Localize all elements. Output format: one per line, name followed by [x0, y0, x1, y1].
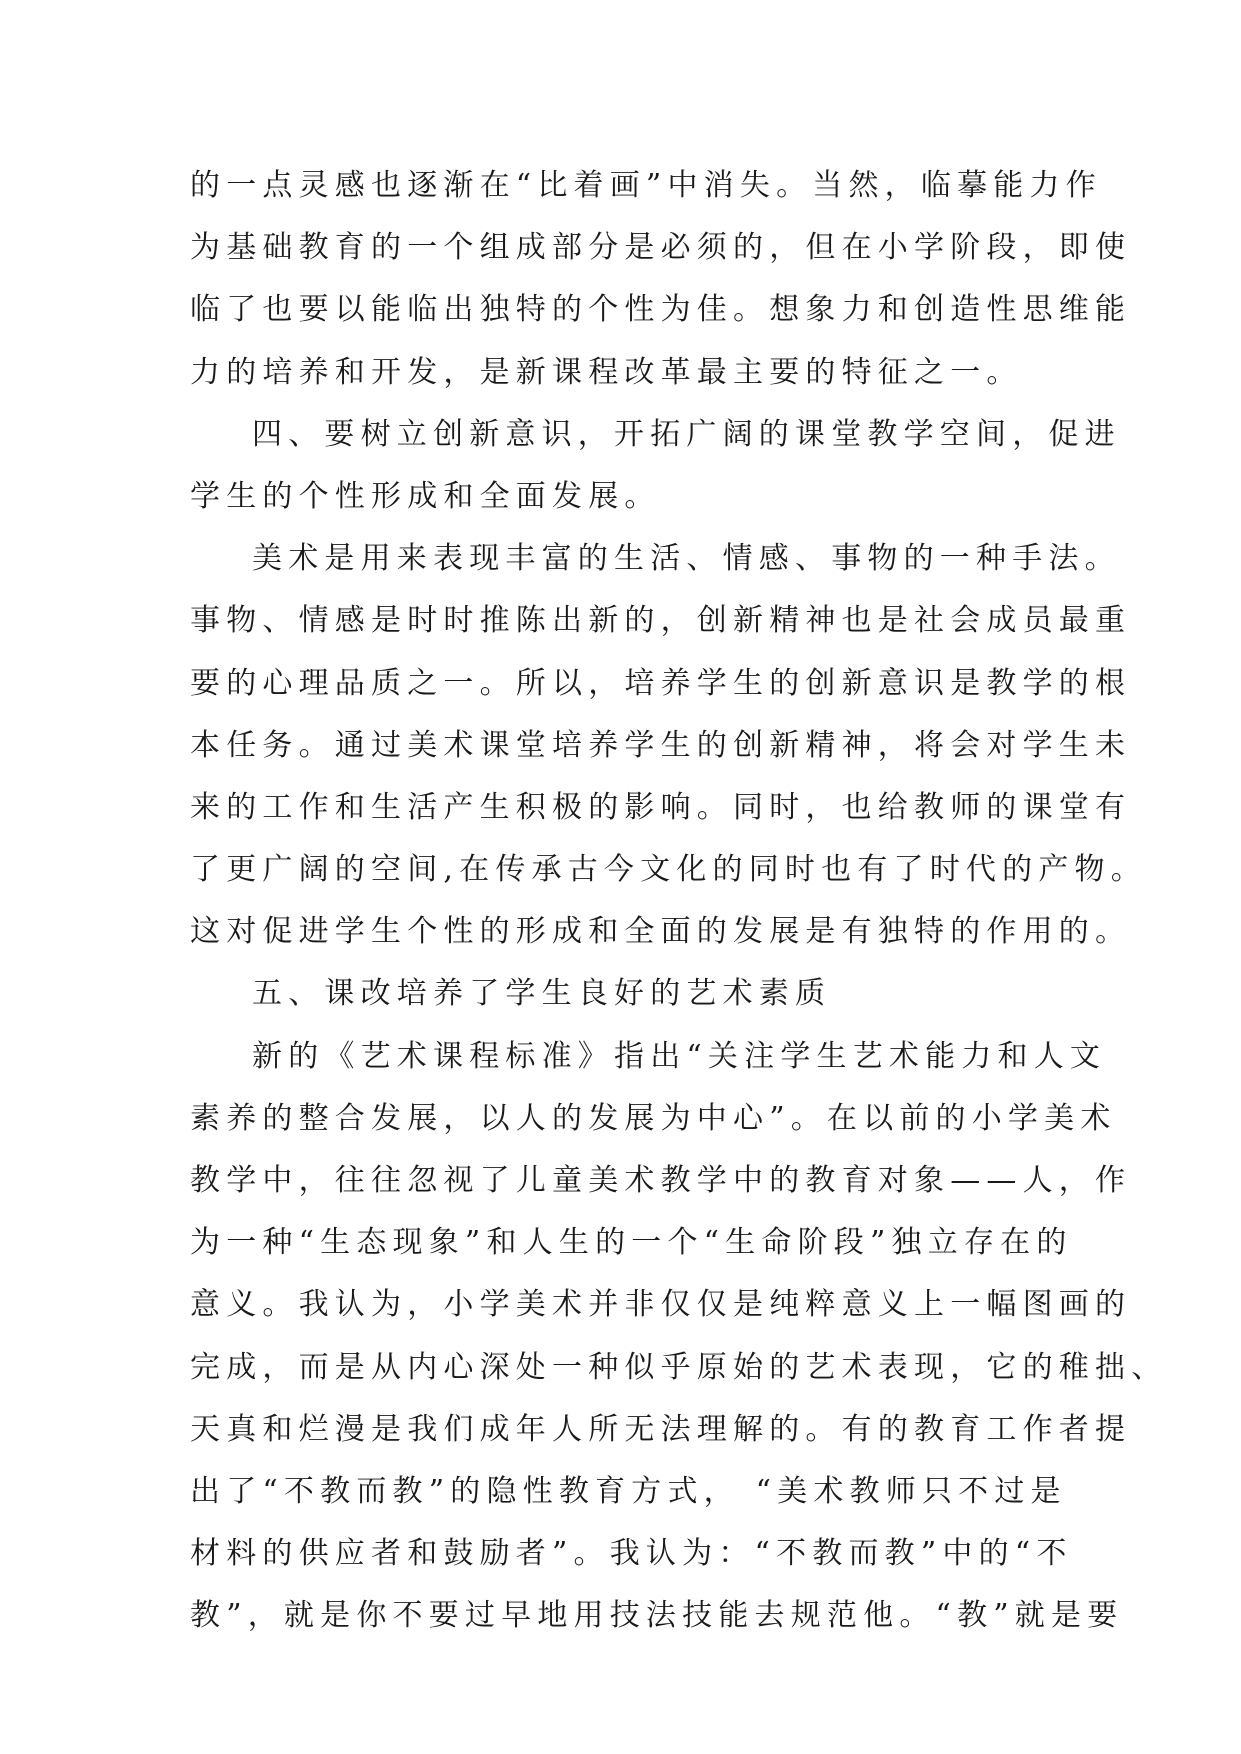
text-line: 四、要树立创新意识，开拓广阔的课堂教学空间，促进 [252, 416, 1121, 452]
text-line: 五、课改培养了学生良好的艺术素质 [252, 976, 832, 1012]
text-line: 素养的整合发展，以人的发展为中心”。在以前的小学美术 [190, 1100, 1117, 1136]
text-line: 美术是用来表现丰富的生活、情感、事物的一种手法。 [252, 541, 1121, 577]
text-line: 材料的供应者和鼓励者”。我认为：“不教而教”中的“不 [190, 1536, 1073, 1572]
text-line: 这对促进学生个性的形成和全面的发展是有独特的作用的。 [190, 914, 1132, 950]
text-line: 为基础教育的一个组成部分是必须的，但在小学阶段，即使 [190, 230, 1132, 266]
text-line: 学生的个性形成和全面发展。 [190, 478, 661, 514]
text-line: 意义。我认为，小学美术并非仅仅是纯粹意义上一幅图画的 [190, 1287, 1132, 1323]
text-line: 为一种“生态现象”和人生的一个“生命阶段”独立存在的 [190, 1225, 1073, 1261]
text-line: 完成，而是从内心深处一种似乎原始的艺术表现，它的稚拙、 [190, 1349, 1168, 1385]
text-line: 教学中，往往忽视了儿童美术教学中的教育对象——人，作 [190, 1163, 1132, 1198]
text-line: 临了也要以能临出独特的个性为佳。想象力和创造性思维能 [190, 292, 1132, 328]
text-line: 了更广阔的空间,在传承古今文化的同时也有了时代的产物。 [190, 852, 1147, 888]
body-text [190, 155, 1168, 1648]
text-line: 出了“不教而教”的隐性教育方式， “美术教师只不过是 [190, 1473, 1067, 1509]
text-line: 新的《艺术课程标准》指出“关注学生艺术能力和人文 [252, 1038, 1107, 1074]
text-line: 教”，就是你不要过早地用技法技能去规范他。“教”就是要 [190, 1598, 1124, 1634]
text-line: 事物、情感是时时推陈出新的，创新精神也是社会成员最重 [190, 603, 1132, 639]
text-line: 本任务。通过美术课堂培养学生的创新精神，将会对学生未 [190, 727, 1132, 763]
text-line: 的一点灵感也逐渐在“比着画”中消失。当然，临摹能力作 [190, 168, 1102, 203]
text-line: 天真和烂漫是我们成年人所无法理解的。有的教育工作者提 [190, 1411, 1132, 1447]
text-line: 要的心理品质之一。所以，培养学生的创新意识是教学的根 [190, 665, 1132, 701]
text-line: 力的培养和开发，是新课程改革最主要的特征之一。 [190, 354, 1023, 390]
text-line: 来的工作和生活产生积极的影响。同时，也给教师的课堂有 [190, 789, 1132, 825]
